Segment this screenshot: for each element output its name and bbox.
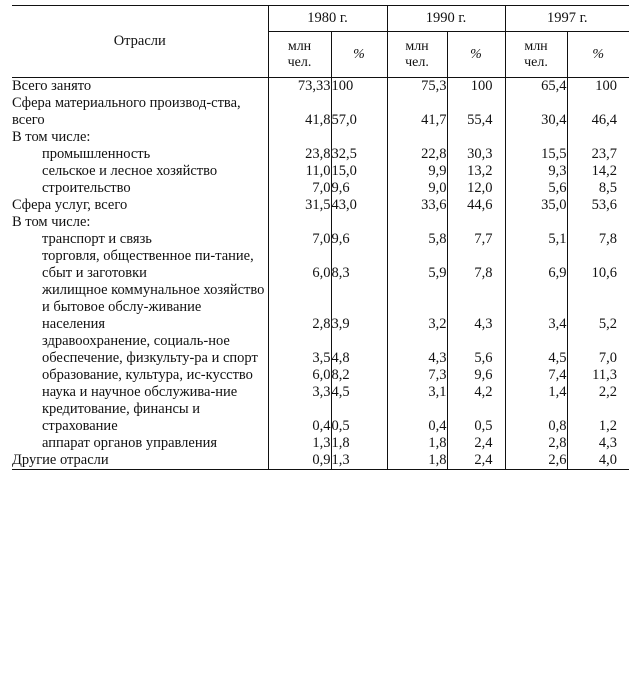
value-1980-pct: 8,3 (331, 248, 387, 282)
value-1997-abs: 35,0 (505, 197, 567, 214)
unit-pct-1997: % (567, 32, 629, 78)
value-1997-pct: 14,2 (567, 163, 629, 180)
unit-abs-1997: млн чел. (505, 32, 567, 78)
value-1990-pct: 9,6 (447, 367, 505, 384)
value-1990-pct: 5,6 (447, 333, 505, 367)
value-1997-abs: 6,9 (505, 248, 567, 282)
year-1980-header: 1980 г. (268, 6, 387, 32)
row-label: жилищное коммунальное хозяйство и бытовое обслу-живание населения (42, 282, 265, 332)
value-1980-abs (268, 129, 331, 146)
table-row (12, 401, 629, 435)
value-1997-abs: 3,4 (505, 282, 567, 333)
value-1990-pct: 100 (447, 78, 505, 96)
value-1990-abs: 9,9 (387, 163, 447, 180)
value-1997-abs (505, 129, 567, 146)
value-1980-abs: 6,0 (268, 248, 331, 282)
value-1990-abs: 41,7 (387, 95, 447, 129)
value-1980-abs: 23,8 (268, 146, 331, 163)
value-1980-pct (331, 214, 387, 231)
value-1980-abs: 6,0 (268, 367, 331, 384)
value-1997-abs: 9,3 (505, 163, 567, 180)
value-1997-pct: 5,2 (567, 282, 629, 333)
row-label: Сфера услуг, всего (12, 197, 128, 213)
value-1997-pct: 10,6 (567, 248, 629, 282)
value-1980-abs: 0,4 (268, 401, 331, 435)
value-1990-abs (387, 214, 447, 231)
value-1997-pct: 100 (567, 78, 629, 96)
value-1997-pct: 7,8 (567, 231, 629, 248)
table-row (12, 333, 629, 367)
row-label: В том числе: (12, 214, 91, 230)
value-1980-pct: 100 (331, 78, 387, 96)
value-1997-abs: 1,4 (505, 384, 567, 401)
value-1990-pct: 2,4 (447, 435, 505, 452)
value-1997-abs: 30,4 (505, 95, 567, 129)
table-row (12, 435, 629, 452)
value-1990-pct: 12,0 (447, 180, 505, 197)
row-label: В том числе: (12, 129, 91, 145)
table-row (12, 129, 629, 146)
value-1990-pct: 4,3 (447, 282, 505, 333)
value-1980-abs: 7,0 (268, 231, 331, 248)
value-1997-pct (567, 129, 629, 146)
value-1990-abs: 33,6 (387, 197, 447, 214)
value-1980-abs: 0,9 (268, 452, 331, 470)
value-1990-abs: 4,3 (387, 333, 447, 367)
value-1997-pct: 1,2 (567, 401, 629, 435)
value-1980-pct: 4,8 (331, 333, 387, 367)
unit-abs-1980: млн чел. (268, 32, 331, 78)
table-row (12, 248, 629, 282)
value-1990-abs: 1,8 (387, 435, 447, 452)
row-label: Сфера материального производ-ства, всего (12, 95, 241, 128)
table-row (12, 452, 629, 470)
value-1997-abs: 5,6 (505, 180, 567, 197)
value-1997-abs: 2,8 (505, 435, 567, 452)
value-1980-abs: 41,8 (268, 95, 331, 129)
value-1997-abs: 15,5 (505, 146, 567, 163)
value-1980-pct (331, 129, 387, 146)
unit-pct-1980: % (331, 32, 387, 78)
row-label: транспорт и связь (42, 231, 152, 247)
value-1980-abs: 3,5 (268, 333, 331, 367)
value-1997-pct: 2,2 (567, 384, 629, 401)
value-1997-pct: 23,7 (567, 146, 629, 163)
value-1997-pct: 7,0 (567, 333, 629, 367)
row-label: торговля, общественное пи-тание, сбыт и заготовки (42, 248, 254, 281)
value-1990-pct: 30,3 (447, 146, 505, 163)
value-1990-pct: 2,4 (447, 452, 505, 470)
value-1997-pct: 11,3 (567, 367, 629, 384)
value-1990-pct: 55,4 (447, 95, 505, 129)
value-1997-pct: 53,6 (567, 197, 629, 214)
value-1997-pct: 4,0 (567, 452, 629, 470)
value-1990-pct: 0,5 (447, 401, 505, 435)
value-1990-abs (387, 129, 447, 146)
year-1990-header: 1990 г. (387, 6, 505, 32)
value-1997-abs: 7,4 (505, 367, 567, 384)
value-1997-abs (505, 214, 567, 231)
employment-by-sector-table (12, 5, 629, 470)
value-1990-abs: 5,8 (387, 231, 447, 248)
row-label: строительство (42, 180, 131, 196)
value-1997-abs: 65,4 (505, 78, 567, 96)
value-1997-abs: 2,6 (505, 452, 567, 470)
table-row (12, 78, 629, 96)
value-1997-pct: 8,5 (567, 180, 629, 197)
value-1997-abs: 4,5 (505, 333, 567, 367)
value-1980-pct: 9,6 (331, 231, 387, 248)
table-row (12, 367, 629, 384)
value-1980-pct: 32,5 (331, 146, 387, 163)
value-1980-pct: 8,2 (331, 367, 387, 384)
value-1997-pct: 46,4 (567, 95, 629, 129)
year-1997-header: 1997 г. (505, 6, 629, 32)
row-label: Всего занято (12, 78, 92, 94)
value-1980-pct: 15,0 (331, 163, 387, 180)
row-label: здравоохранение, социаль-ное обеспечение, физкульту-ра и спорт (42, 333, 258, 366)
value-1980-pct: 0,5 (331, 401, 387, 435)
row-label: промышленность (42, 146, 151, 162)
table-row (12, 163, 629, 180)
table-row (12, 282, 629, 333)
value-1980-pct: 57,0 (331, 95, 387, 129)
value-1990-pct: 7,8 (447, 248, 505, 282)
value-1990-abs: 9,0 (387, 180, 447, 197)
value-1990-abs: 7,3 (387, 367, 447, 384)
value-1980-pct: 43,0 (331, 197, 387, 214)
value-1990-abs: 22,8 (387, 146, 447, 163)
value-1980-abs: 3,3 (268, 384, 331, 401)
row-label: наука и научное обслужива-ние (42, 384, 238, 400)
value-1990-abs: 0,4 (387, 401, 447, 435)
row-label: сельское и лесное хозяйство (42, 163, 218, 179)
value-1980-pct: 9,6 (331, 180, 387, 197)
value-1980-abs: 2,8 (268, 282, 331, 333)
unit-abs-1990: млн чел. (387, 32, 447, 78)
value-1980-abs: 73,33 (268, 78, 331, 96)
row-label: образование, культура, ис-кусство (42, 367, 253, 383)
table-row (12, 180, 629, 197)
value-1980-abs: 31,5 (268, 197, 331, 214)
value-1990-abs: 3,2 (387, 282, 447, 333)
value-1980-pct: 1,3 (331, 452, 387, 470)
table-row (12, 214, 629, 231)
table-row (12, 197, 629, 214)
value-1980-abs: 11,0 (268, 163, 331, 180)
value-1990-abs: 3,1 (387, 384, 447, 401)
value-1990-pct: 4,2 (447, 384, 505, 401)
unit-pct-1990: % (447, 32, 505, 78)
table-body (12, 78, 629, 470)
value-1980-abs: 1,3 (268, 435, 331, 452)
value-1990-pct: 13,2 (447, 163, 505, 180)
value-1990-pct (447, 214, 505, 231)
value-1990-pct: 44,6 (447, 197, 505, 214)
row-label: кредитование, финансы и страхование (42, 401, 201, 434)
value-1997-abs: 5,1 (505, 231, 567, 248)
table-row (12, 146, 629, 163)
value-1990-abs: 75,3 (387, 78, 447, 96)
value-1980-abs: 7,0 (268, 180, 331, 197)
table-row (12, 384, 629, 401)
table-row (12, 231, 629, 248)
value-1997-pct: 4,3 (567, 435, 629, 452)
row-label: Другие отрасли (12, 452, 268, 470)
value-1980-abs (268, 214, 331, 231)
value-1997-pct (567, 214, 629, 231)
table-row (12, 95, 629, 129)
value-1980-pct: 3,9 (331, 282, 387, 333)
value-1997-abs: 0,8 (505, 401, 567, 435)
value-1980-pct: 4,5 (331, 384, 387, 401)
value-1990-pct (447, 129, 505, 146)
value-1990-pct: 7,7 (447, 231, 505, 248)
value-1980-pct: 1,8 (331, 435, 387, 452)
branch-column-header: Отрасли (12, 6, 268, 78)
value-1990-abs: 1,8 (387, 452, 447, 470)
value-1990-abs: 5,9 (387, 248, 447, 282)
row-label: аппарат органов управления (42, 435, 218, 451)
year-header-row (12, 6, 629, 32)
